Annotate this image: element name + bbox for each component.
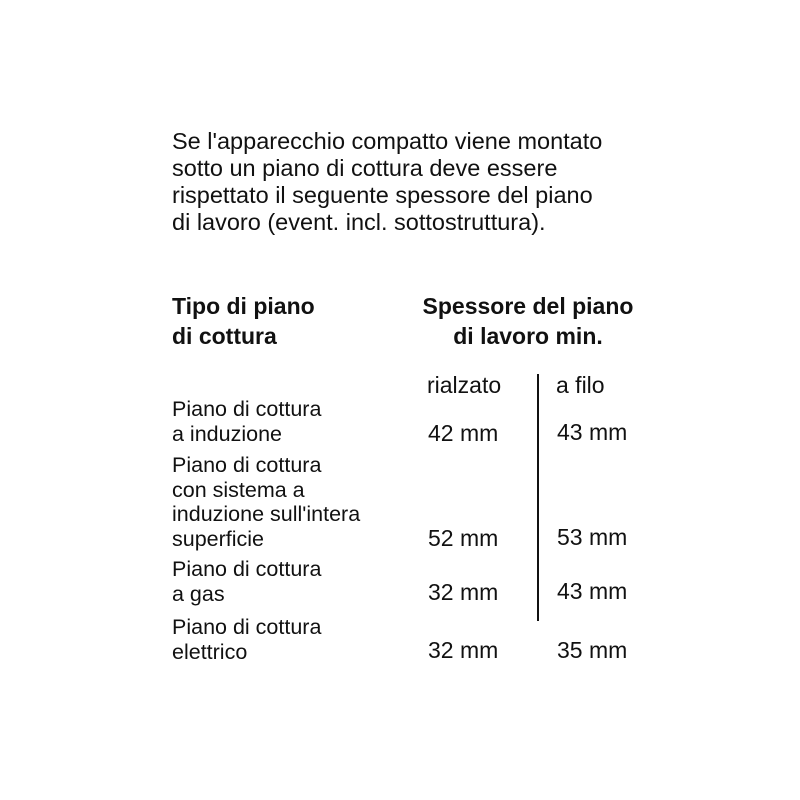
intro-line: Se l'apparecchio compatto viene montato xyxy=(172,128,603,154)
row-label-line: elettrico xyxy=(172,639,248,664)
row-label-line: Piano di cottura xyxy=(172,397,322,421)
row-label-line: Piano di cottura xyxy=(172,615,322,639)
header-line: di lavoro min. xyxy=(453,323,603,349)
row-label-full-surface-induction xyxy=(172,453,360,551)
value-induction-rialzato: 42 mm xyxy=(428,420,499,446)
value-induction-a-filo: 43 mm xyxy=(557,419,628,445)
value-gas-a-filo: 43 mm xyxy=(557,578,628,604)
row-label-line: a gas xyxy=(172,581,225,606)
subheader-rialzato: rialzato xyxy=(427,372,502,398)
header-line: Tipo di piano xyxy=(172,293,315,319)
intro-paragraph xyxy=(172,128,602,236)
row-label-electric xyxy=(172,615,321,664)
header-hob-type xyxy=(172,291,315,351)
value-full-surface-rialzato: 52 mm xyxy=(428,525,499,551)
value-electric-rialzato: 32 mm xyxy=(428,637,499,663)
row-label-gas xyxy=(172,557,321,606)
row-label-line: con sistema a xyxy=(172,477,305,502)
row-label-line: Piano di cottura xyxy=(172,557,322,581)
intro-line: di lavoro (event. incl. sottostruttura). xyxy=(172,209,546,235)
header-line: di cottura xyxy=(172,323,277,349)
row-label-line: Piano di cottura xyxy=(172,453,322,477)
intro-line: rispettato il seguente spessore del piano xyxy=(172,182,593,208)
column-divider xyxy=(537,374,539,621)
row-label-line: a induzione xyxy=(172,421,282,446)
subheader-a-filo: a filo xyxy=(556,372,605,398)
header-worktop-thickness xyxy=(400,291,656,351)
row-label-induction xyxy=(172,397,321,446)
row-label-line: superficie xyxy=(172,526,265,551)
value-full-surface-a-filo: 53 mm xyxy=(557,524,628,550)
value-electric-a-filo: 35 mm xyxy=(557,637,628,663)
value-gas-rialzato: 32 mm xyxy=(428,579,499,605)
header-line: Spessore del piano xyxy=(422,293,634,319)
row-label-line: induzione sull'intera xyxy=(172,502,361,526)
intro-line: sotto un piano di cottura deve essere xyxy=(172,155,558,181)
